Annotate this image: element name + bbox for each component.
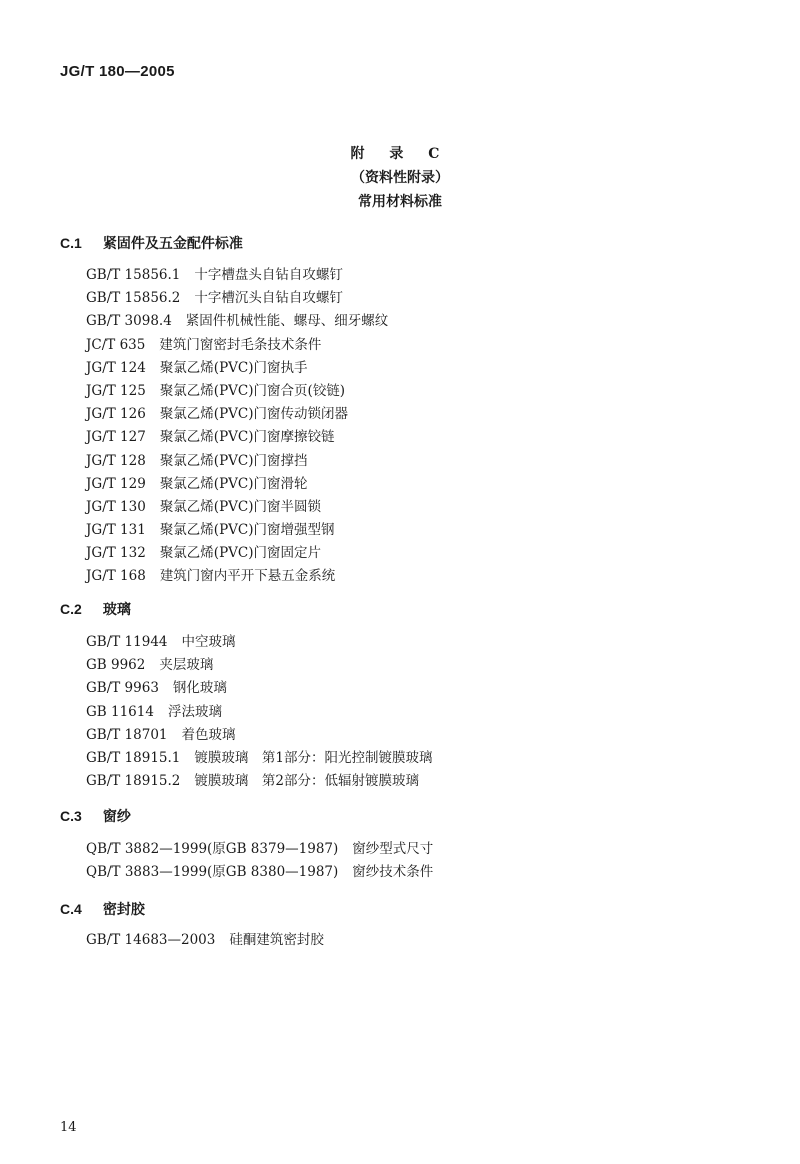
appendix-heading-block	[0, 142, 800, 214]
standard-name: 聚氯乙烯(PVC)门窗固定片	[159, 545, 322, 562]
standard-name: 聚氯乙烯(PVC)门窗滑轮	[159, 475, 308, 492]
standard-list-item	[86, 929, 324, 952]
standard-list-item	[86, 770, 432, 793]
standard-name: 聚氯乙烯(PVC)门窗撑挡	[159, 452, 308, 469]
section-title: 玻璃	[102, 602, 131, 618]
standard-list-item	[86, 701, 432, 724]
standard-name: 中空玻璃	[181, 634, 236, 650]
standard-name: 十字槽盘头自钻自攻螺钉	[194, 267, 343, 283]
section-number: C.2	[60, 601, 82, 617]
section-list-c1	[86, 264, 388, 589]
standard-name: 聚氯乙烯(PVC)门窗合页(铰链)	[159, 382, 346, 399]
standard-list-item	[86, 747, 432, 770]
standard-list-item	[86, 654, 432, 677]
standard-list-item	[86, 724, 432, 747]
standard-list-item	[86, 519, 388, 542]
standard-list-item	[86, 677, 432, 700]
standard-list-item	[86, 861, 433, 884]
standard-list-item	[86, 473, 388, 496]
standard-name: 聚氯乙烯(PVC)门窗传动锁闭器	[159, 406, 349, 423]
standard-code: JC/T 635	[86, 336, 146, 353]
standard-code: GB 11614	[86, 703, 154, 720]
section-heading-c1	[60, 233, 243, 253]
standard-code: JG/T 132	[86, 545, 146, 562]
standard-code: JG/T 127	[86, 429, 146, 446]
standard-code: JG/T 129	[86, 475, 146, 492]
standard-code: GB/T 18701	[86, 726, 168, 743]
standard-name: 建筑门窗内平开下悬五金系统	[159, 568, 336, 585]
standard-list-item	[86, 310, 388, 333]
section-heading-c4	[60, 899, 145, 919]
standard-name: 硅酮建筑密封胶	[229, 932, 324, 948]
standard-list-item	[86, 287, 388, 310]
standard-code: GB/T 15856.1	[86, 267, 181, 283]
standard-list-item	[86, 496, 388, 519]
appendix-heading: 常用材料标准	[358, 194, 442, 210]
section-list-c2	[86, 631, 432, 793]
standard-list-item	[86, 450, 388, 473]
standard-code: JG/T 124	[86, 359, 146, 376]
standard-name: 聚氯乙烯(PVC)门窗摩擦铰链	[159, 429, 335, 446]
section-list-c4	[86, 929, 324, 952]
section-number: C.4	[60, 901, 82, 917]
standard-code: GB/T 9963	[86, 680, 159, 697]
standard-list-item	[86, 334, 388, 357]
section-heading-c3	[60, 806, 131, 826]
standard-list-item	[86, 565, 388, 588]
standard-name: 窗纱型式尺寸	[352, 841, 434, 857]
standard-code: GB/T 18915.1	[86, 749, 181, 766]
standard-name: 镀膜玻璃 第2部分：低辐射镀膜玻璃	[194, 773, 419, 790]
standard-name: 建筑门窗密封毛条技术条件	[159, 336, 322, 353]
standard-code: GB/T 14683—2003	[86, 932, 216, 948]
appendix-subtitle: （资料性附录）	[351, 170, 449, 186]
standard-code: GB/T 18915.2	[86, 773, 181, 790]
standard-code: QB/T 3882—1999(原GB 8379—1987)	[86, 841, 339, 857]
standard-name: 紧固件机械性能、螺母、细牙螺纹	[185, 313, 389, 330]
standard-code: JG/T 131	[86, 522, 146, 539]
appendix-title: 附 录 C	[350, 146, 450, 162]
standard-code-header: JG/T 180—2005	[60, 63, 175, 80]
standard-name: 十字槽沉头自钻自攻螺钉	[194, 290, 343, 307]
standard-list-item	[86, 264, 388, 287]
standard-list-item	[86, 403, 388, 426]
section-title: 密封胶	[102, 902, 145, 918]
section-number: C.1	[60, 235, 82, 251]
standard-code: JG/T 128	[86, 452, 146, 469]
section-list-c3	[86, 838, 433, 884]
standard-name: 着色玻璃	[181, 726, 236, 743]
standard-name: 浮法玻璃	[167, 703, 222, 720]
page-number: 14	[60, 1120, 77, 1135]
standard-list-item	[86, 380, 388, 403]
standard-code: GB/T 11944	[86, 634, 168, 650]
standard-name: 夹层玻璃	[159, 657, 214, 674]
standard-code: GB/T 3098.4	[86, 313, 172, 330]
standard-code: QB/T 3883—1999(原GB 8380—1987)	[86, 864, 339, 881]
standard-name: 钢化玻璃	[172, 680, 227, 697]
standard-name: 窗纱技术条件	[352, 864, 434, 881]
standard-name: 聚氯乙烯(PVC)门窗半圆锁	[159, 498, 322, 515]
standard-code: JG/T 126	[86, 406, 146, 423]
standard-code: JG/T 168	[86, 568, 146, 585]
standard-list-item	[86, 838, 433, 861]
section-heading-c2	[60, 599, 131, 619]
section-number: C.3	[60, 808, 82, 824]
standard-name: 聚氯乙烯(PVC)门窗执手	[159, 359, 308, 376]
standard-name: 镀膜玻璃 第1部分：阳光控制镀膜玻璃	[194, 749, 433, 766]
standard-code: GB/T 15856.2	[86, 290, 181, 307]
section-title: 窗纱	[102, 809, 131, 825]
section-title: 紧固件及五金配件标准	[102, 236, 243, 252]
standard-list-item	[86, 426, 388, 449]
standard-list-item	[86, 357, 388, 380]
standard-code: GB 9962	[86, 657, 146, 674]
standard-list-item	[86, 542, 388, 565]
standard-list-item	[86, 631, 432, 654]
standard-code: JG/T 130	[86, 498, 146, 515]
standard-name: 聚氯乙烯(PVC)门窗增强型钢	[159, 522, 335, 539]
standard-code: JG/T 125	[86, 382, 146, 399]
